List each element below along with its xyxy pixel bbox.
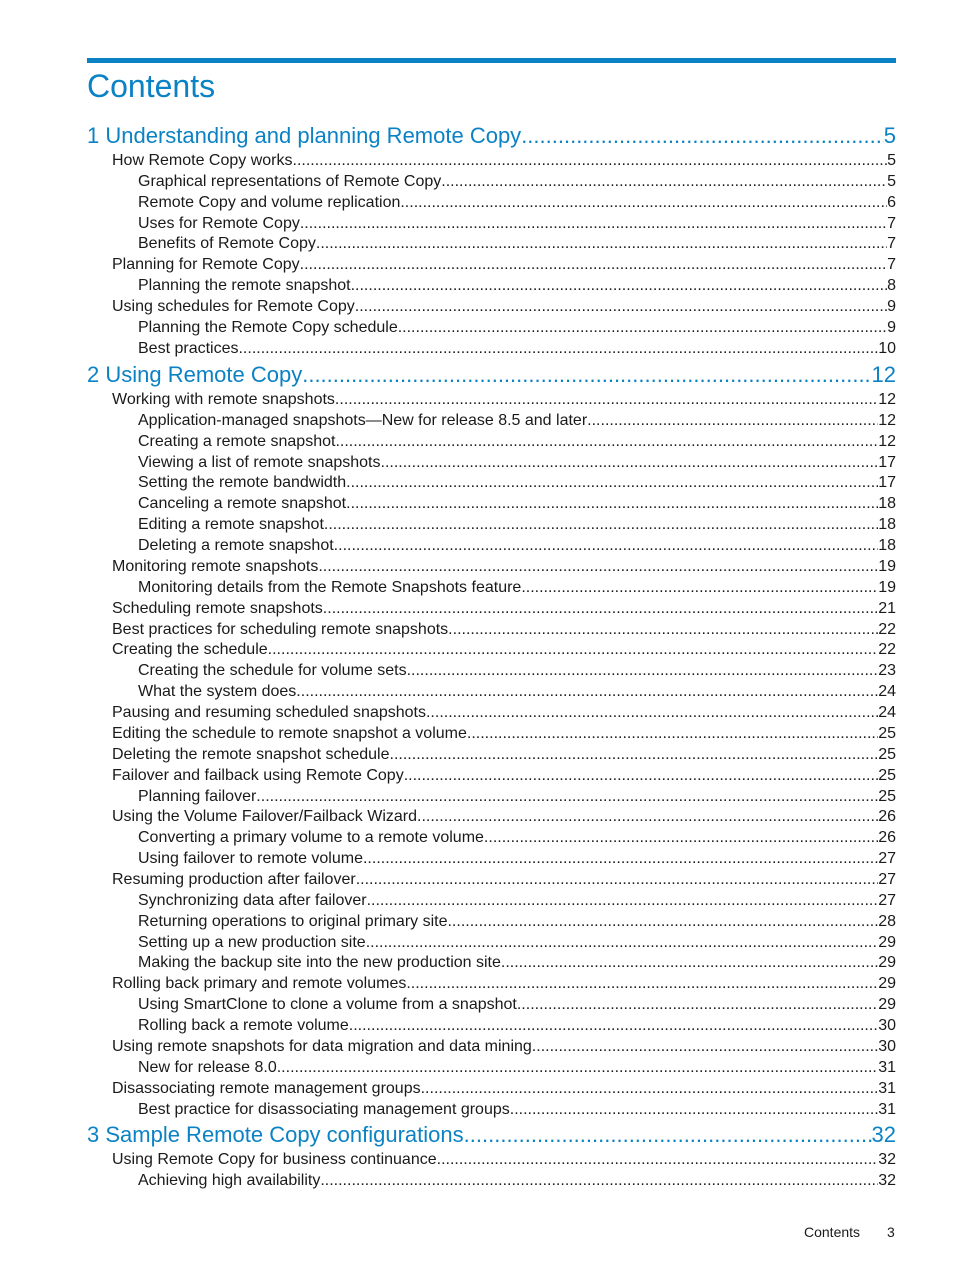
toc-section-entry[interactable] [112, 723, 896, 744]
toc-entry-label: 3 Sample Remote Copy configurations [87, 1122, 464, 1147]
toc-entry-page: 32 [878, 1171, 896, 1189]
toc-entry-label: Using remote snapshots for data migration and data mining [112, 1037, 532, 1055]
toc-dot-leader [316, 233, 887, 254]
toc-dot-leader [426, 702, 878, 723]
toc-dot-leader [400, 192, 887, 213]
toc-dot-leader [406, 973, 878, 994]
toc-entry-label: Using schedules for Remote Copy [112, 298, 355, 316]
toc-subsection-entry[interactable] [138, 932, 896, 953]
toc-entry-page: 24 [878, 683, 896, 701]
toc-entry-label: Monitoring details from the Remote Snapshots feature [138, 578, 522, 596]
toc-dot-leader [238, 338, 878, 359]
toc-section-entry[interactable] [112, 765, 896, 786]
toc-entry-label: Benefits of Remote Copy [138, 235, 316, 253]
toc-entry-label: Setting the remote bandwidth [138, 474, 347, 492]
toc-dot-leader [346, 493, 878, 514]
toc-subsection-entry[interactable] [138, 338, 896, 359]
toc-subsection-entry[interactable] [138, 317, 896, 338]
toc-entry-page: 31 [878, 1058, 896, 1076]
toc-entry-page: 12 [871, 362, 896, 387]
toc-dot-leader [366, 932, 879, 953]
toc-entry-page: 28 [878, 912, 896, 930]
toc-subsection-entry[interactable] [138, 911, 896, 932]
toc-chapter-entry[interactable] [87, 122, 896, 150]
toc-dot-leader [517, 994, 878, 1015]
toc-dot-leader [335, 389, 878, 410]
toc-subsection-entry[interactable] [138, 994, 896, 1015]
toc-entry-page: 29 [878, 954, 896, 972]
footer-page-number: 3 [887, 1224, 895, 1240]
toc-entry-label: Using SmartClone to clone a volume from a snapshot [138, 996, 517, 1014]
toc-entry-label: Remote Copy and volume replication [138, 193, 401, 211]
toc-entry-label: Working with remote snapshots [112, 391, 335, 408]
toc-subsection-entry[interactable] [138, 577, 896, 598]
toc-dot-leader [277, 1057, 878, 1078]
toc-subsection-entry[interactable] [138, 452, 896, 473]
toc-entry-label: Editing a remote snapshot [138, 516, 324, 534]
toc-entry-label: Disassociating remote management groups [112, 1079, 421, 1097]
toc-entry-page: 31 [878, 1100, 896, 1118]
toc-entry-label: Using failover to remote volume [138, 850, 363, 868]
page-title: Contents [87, 68, 216, 104]
toc-entry-label: Using the Volume Failover/Failback Wizard [112, 808, 418, 826]
toc-entry-page: 12 [878, 432, 896, 450]
toc-subsection-entry[interactable] [138, 1015, 896, 1036]
toc-dot-leader [417, 806, 878, 827]
toc-section-entry[interactable] [112, 806, 896, 827]
toc-subsection-entry[interactable] [138, 493, 896, 514]
toc-section-entry[interactable] [112, 639, 896, 660]
toc-subsection-entry[interactable] [138, 410, 896, 431]
toc-subsection-entry[interactable] [138, 890, 896, 911]
toc-entry-label: Application-managed snapshots—New for release 8.5 and later [138, 411, 588, 429]
toc-entry-page: 17 [878, 453, 896, 471]
toc-subsection-entry[interactable] [138, 275, 896, 296]
toc-entry-page: 5 [887, 172, 896, 190]
toc-dot-leader [510, 1099, 878, 1120]
toc-entry-label: Deleting the remote snapshot schedule [112, 745, 390, 763]
toc-dot-leader [349, 1015, 878, 1036]
toc-entry-label: Achieving high availability [138, 1171, 321, 1189]
toc-entry-label: Planning the Remote Copy schedule [138, 318, 398, 336]
toc-entry-label: Returning operations to original primary site [138, 912, 448, 930]
toc-entry-label: Canceling a remote snapshot [138, 495, 347, 513]
toc-dot-leader [437, 1149, 879, 1170]
toc-dot-leader [346, 472, 878, 493]
toc-entry-page: 25 [878, 766, 896, 784]
toc-section-entry[interactable] [112, 702, 896, 723]
toc-subsection-entry[interactable] [138, 213, 896, 234]
toc-entry-page: 25 [878, 745, 896, 763]
toc-dot-leader [587, 410, 878, 431]
toc-entry-label: Creating the schedule [112, 641, 268, 659]
toc-entry-page: 19 [878, 578, 896, 596]
toc-subsection-entry[interactable] [138, 786, 896, 807]
toc-dot-leader [351, 275, 888, 296]
toc-entry-label: Rolling back primary and remote volumes [112, 975, 407, 993]
toc-entry-label: Failover and failback using Remote Copy [112, 766, 404, 784]
toc-entry-label: Planning the remote snapshot [138, 277, 351, 295]
toc-entry-label: Using Remote Copy for business continuance [112, 1151, 437, 1168]
toc-entry-label: Uses for Remote Copy [138, 214, 300, 232]
toc-section-entry[interactable] [112, 254, 896, 275]
toc-entry-label: Creating a remote snapshot [138, 432, 336, 450]
toc-dot-leader [324, 514, 878, 535]
toc-subsection-entry[interactable] [138, 1057, 896, 1078]
toc-entry-page: 12 [878, 391, 896, 408]
toc-subsection-entry[interactable] [138, 660, 896, 681]
toc-entry-page: 18 [878, 495, 896, 513]
toc-dot-leader [302, 361, 871, 389]
toc-entry-page: 27 [878, 891, 896, 909]
toc-subsection-entry[interactable] [138, 514, 896, 535]
toc-section-entry[interactable] [112, 296, 896, 317]
toc-entry-label: 2 Using Remote Copy [87, 362, 303, 387]
toc-entry-page: 26 [878, 808, 896, 826]
toc-entry-page: 26 [878, 829, 896, 847]
toc-entry-page: 25 [878, 787, 896, 805]
toc-entry-label: Planning failover [138, 787, 257, 805]
toc-entry-page: 5 [887, 152, 896, 169]
toc-entry-page: 7 [887, 214, 896, 232]
toc-dot-leader [268, 639, 879, 660]
toc-section-entry[interactable] [112, 598, 896, 619]
toc-entry-label: Deleting a remote snapshot [138, 537, 334, 555]
toc-dot-leader [256, 786, 878, 807]
toc-subsection-entry[interactable] [138, 952, 896, 973]
toc-dot-leader [404, 765, 879, 786]
toc-entry-page: 32 [878, 1151, 896, 1168]
toc-entry-label: Rolling back a remote volume [138, 1017, 349, 1035]
toc-dot-leader [296, 681, 878, 702]
toc-chapter-entry[interactable] [87, 1121, 896, 1149]
toc-entry-page: 21 [878, 599, 896, 617]
toc-section-entry[interactable] [112, 869, 896, 890]
toc-entry-page: 27 [878, 871, 896, 888]
toc-entry-page: 19 [878, 557, 896, 575]
toc-dot-leader [421, 1078, 879, 1099]
toc-entry-label: Creating the schedule for volume sets [138, 662, 407, 680]
toc-subsection-entry[interactable] [138, 848, 896, 869]
toc-entry-page: 22 [878, 641, 896, 659]
toc-entry-label: Planning for Remote Copy [112, 256, 300, 274]
toc-section-entry[interactable] [112, 619, 896, 640]
toc-dot-leader [398, 317, 887, 338]
toc-subsection-entry[interactable] [138, 472, 896, 493]
footer-section-label: Contents [804, 1224, 861, 1240]
toc-entry-page: 29 [878, 933, 896, 951]
toc-dot-leader [381, 452, 879, 473]
toc-entry-label: Pausing and resuming scheduled snapshots [112, 704, 426, 722]
toc-entry-page: 29 [878, 975, 896, 993]
toc-dot-leader [390, 744, 879, 765]
toc-subsection-entry[interactable] [138, 233, 896, 254]
toc-entry-page: 7 [887, 256, 896, 274]
toc-dot-leader [467, 723, 878, 744]
toc-entry-label: Viewing a list of remote snapshots [138, 453, 381, 471]
toc-dot-leader [447, 911, 878, 932]
toc-entry-page: 10 [878, 339, 896, 357]
toc-entry-label: Editing the schedule to remote snapshot a volume [112, 724, 467, 742]
toc-entry-label: Monitoring remote snapshots [112, 557, 319, 575]
toc-dot-leader [367, 890, 879, 911]
toc-entry-label: Making the backup site into the new production site [138, 954, 501, 972]
toc-dot-leader [320, 1170, 878, 1191]
toc-subsection-entry[interactable] [138, 827, 896, 848]
toc-dot-leader [335, 431, 878, 452]
toc-dot-leader [407, 660, 879, 681]
toc-dot-leader [363, 848, 878, 869]
toc-entry-label: Converting a primary volume to a remote volume [138, 829, 484, 847]
toc-entry-label: What the system does [138, 683, 297, 701]
toc-entry-label: New for release 8.0 [138, 1058, 277, 1076]
toc-section-entry[interactable] [112, 744, 896, 765]
toc-entry-page: 7 [887, 235, 896, 253]
toc-entry-page: 9 [887, 298, 896, 316]
toc-subsection-entry[interactable] [138, 1170, 896, 1191]
toc-entry-page: 32 [871, 1122, 896, 1147]
toc-entry-label: How Remote Copy works [112, 152, 293, 169]
toc-section-entry[interactable] [112, 973, 896, 994]
toc-dot-leader [334, 535, 879, 556]
toc-dot-leader [318, 556, 878, 577]
toc-section-entry[interactable] [112, 556, 896, 577]
toc-entry-label: Resuming production after failover [112, 871, 356, 888]
toc-entry-page: 23 [878, 662, 896, 680]
toc-dot-leader [501, 952, 878, 973]
toc-entry-page: 30 [878, 1017, 896, 1035]
toc-dot-leader [356, 869, 879, 890]
toc-entry-page: 22 [878, 620, 896, 638]
toc-entry-label: Best practice for disassociating management groups [138, 1100, 510, 1118]
toc-entry-page: 25 [878, 724, 896, 742]
toc-dot-leader [323, 598, 878, 619]
toc-entry-label: Scheduling remote snapshots [112, 599, 323, 617]
toc-entry-page: 18 [878, 537, 896, 555]
toc-entry-page: 9 [887, 318, 896, 336]
toc-dot-leader [441, 171, 887, 192]
toc-section-entry[interactable] [112, 1078, 896, 1099]
toc-entry-label: Setting up a new production site [138, 933, 366, 951]
toc-chapter-entry[interactable] [87, 361, 896, 389]
toc-entry-page: 5 [883, 123, 896, 148]
toc-dot-leader [521, 577, 878, 598]
toc-entry-page: 29 [878, 996, 896, 1014]
toc-dot-leader [484, 827, 878, 848]
toc-subsection-entry[interactable] [138, 171, 896, 192]
toc-entry-page: 31 [878, 1079, 896, 1097]
toc-subsection-entry[interactable] [138, 192, 896, 213]
toc-subsection-entry[interactable] [138, 431, 896, 452]
toc-entry-label: Best practices for scheduling remote snapshots [112, 620, 449, 638]
toc-entry-label: Best practices [138, 339, 239, 357]
toc-section-entry[interactable] [112, 1036, 896, 1057]
toc-section-entry[interactable] [112, 1149, 896, 1170]
toc-subsection-entry[interactable] [138, 681, 896, 702]
toc-dot-leader [521, 122, 884, 150]
toc-subsection-entry[interactable] [138, 1099, 896, 1120]
toc-dot-leader [300, 254, 887, 275]
toc-entry-page: 12 [878, 411, 896, 429]
toc-entry-page: 8 [887, 277, 896, 295]
toc-dot-leader [464, 1121, 872, 1149]
toc-entry-page: 24 [878, 704, 896, 722]
toc-dot-leader [355, 296, 887, 317]
toc-entry-page: 30 [878, 1037, 896, 1055]
toc-dot-leader [300, 213, 887, 234]
toc-subsection-entry[interactable] [138, 535, 896, 556]
toc-entry-label: Graphical representations of Remote Copy [138, 172, 442, 190]
toc-section-entry[interactable] [112, 389, 896, 410]
toc-section-entry[interactable] [112, 150, 896, 171]
toc-entry-page: 6 [887, 193, 896, 211]
toc-dot-leader [532, 1036, 878, 1057]
toc-entry-page: 27 [878, 850, 896, 868]
top-rule [87, 58, 896, 63]
toc-entry-label: Synchronizing data after failover [138, 891, 367, 909]
toc-entry-page: 18 [878, 516, 896, 534]
toc-entry-page: 17 [878, 474, 896, 492]
toc-dot-leader [293, 150, 888, 171]
toc-dot-leader [448, 619, 878, 640]
toc-entry-label: 1 Understanding and planning Remote Copy [87, 123, 522, 148]
